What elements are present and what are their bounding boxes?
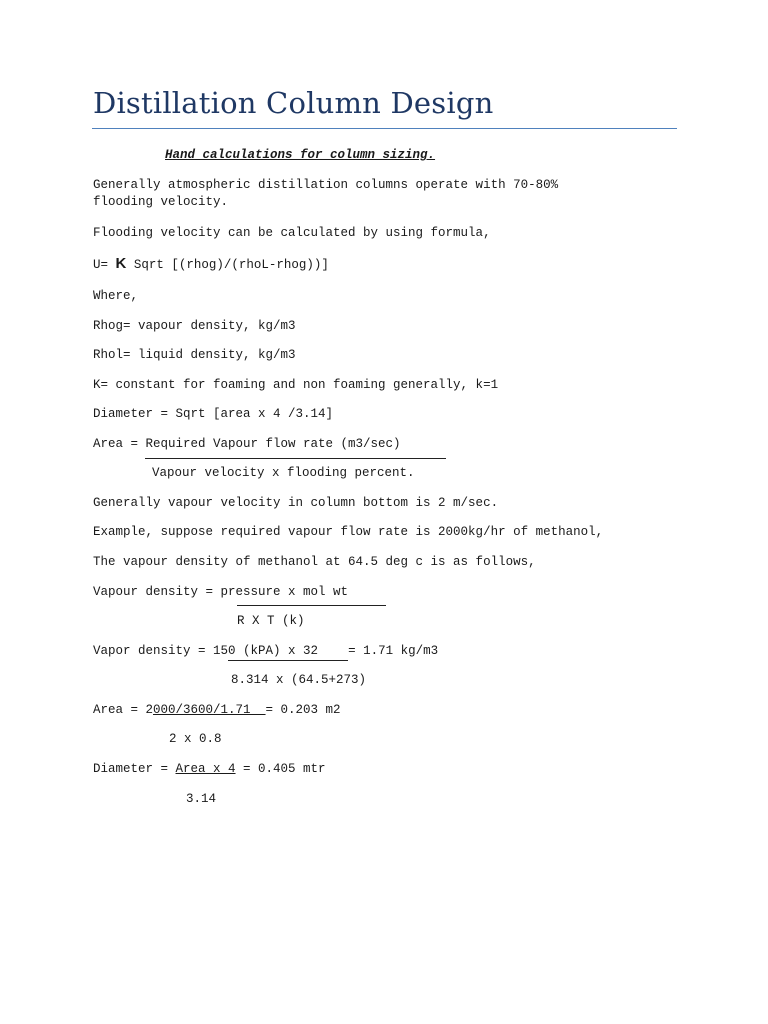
vd-denominator: R X T (k) <box>237 614 305 628</box>
area-formula-numerator-line <box>93 436 401 453</box>
vd2-denominator: 8.314 x (64.5+273) <box>231 673 367 687</box>
area-calc <box>93 702 341 719</box>
diam2-result: = 0.405 mtr <box>235 762 326 776</box>
vd2-prefix: Vapor density = <box>93 644 214 658</box>
area-fraction-bar <box>145 458 446 459</box>
example-statement: Example, suppose required vapour flow rate is 2000kg/hr of methanol, <box>93 525 604 539</box>
vd-fraction-bar <box>237 605 386 606</box>
intro-line-1: Generally atmospheric distillation columns operate with 70-80% <box>93 178 559 192</box>
vd2-fraction-bar <box>228 660 348 661</box>
methanol-density-intro: The vapour density of methanol at 64.5 deg c is as follows, <box>93 555 536 569</box>
subheading: Hand calculations for column sizing. <box>165 148 436 162</box>
formula-prefix: U= <box>93 258 116 272</box>
rhog-definition: Rhog= vapour density, kg/m3 <box>93 319 296 333</box>
vapour-velocity-note: Generally vapour velocity in column bottom is 2 m/sec. <box>93 496 499 510</box>
area-prefix: Area = <box>93 437 146 451</box>
formula-rest: Sqrt [(rhog)/(rhoL-rhog))] <box>126 258 329 272</box>
vapour-density-formula <box>93 584 348 601</box>
vd-prefix: Vapour density = <box>93 585 221 599</box>
vapour-density-calc <box>93 643 438 660</box>
area2-result: = 0.203 m2 <box>265 703 341 717</box>
page-title: Distillation Column Design <box>93 86 494 120</box>
vd-numerator: pressure x mol wt <box>220 585 349 599</box>
area2-denominator: 2 x 0.8 <box>169 732 222 746</box>
rhol-definition: Rhol= liquid density, kg/m3 <box>93 348 296 362</box>
vd2-numerator: 150 (kPA) x 32 <box>213 644 319 658</box>
area2-prefix: Area = 2 <box>93 703 154 717</box>
diam2-prefix: Diameter = <box>93 762 176 776</box>
diam2-numerator: Area x 4 <box>175 762 236 776</box>
k-definition: K= constant for foaming and non foaming generally, k=1 <box>93 378 499 392</box>
flooding-formula <box>93 255 329 274</box>
title-divider <box>92 128 677 129</box>
diameter-calc <box>93 761 326 778</box>
formula-k: K <box>115 255 127 272</box>
vd2-result: = 1.71 kg/m3 <box>318 644 439 658</box>
where-label: Where, <box>93 289 139 303</box>
area-denominator: Vapour velocity x flooding percent. <box>152 466 415 480</box>
intro-line-2: flooding velocity. <box>93 195 229 209</box>
flooding-intro: Flooding velocity can be calculated by using formula, <box>93 226 491 240</box>
area-numerator: Required Vapour flow rate (m3/sec) <box>145 437 401 451</box>
diam2-denominator: 3.14 <box>186 792 217 806</box>
area2-numerator: 000/3600/1.71 <box>153 703 266 717</box>
diameter-formula: Diameter = Sqrt [area x 4 /3.14] <box>93 407 334 421</box>
